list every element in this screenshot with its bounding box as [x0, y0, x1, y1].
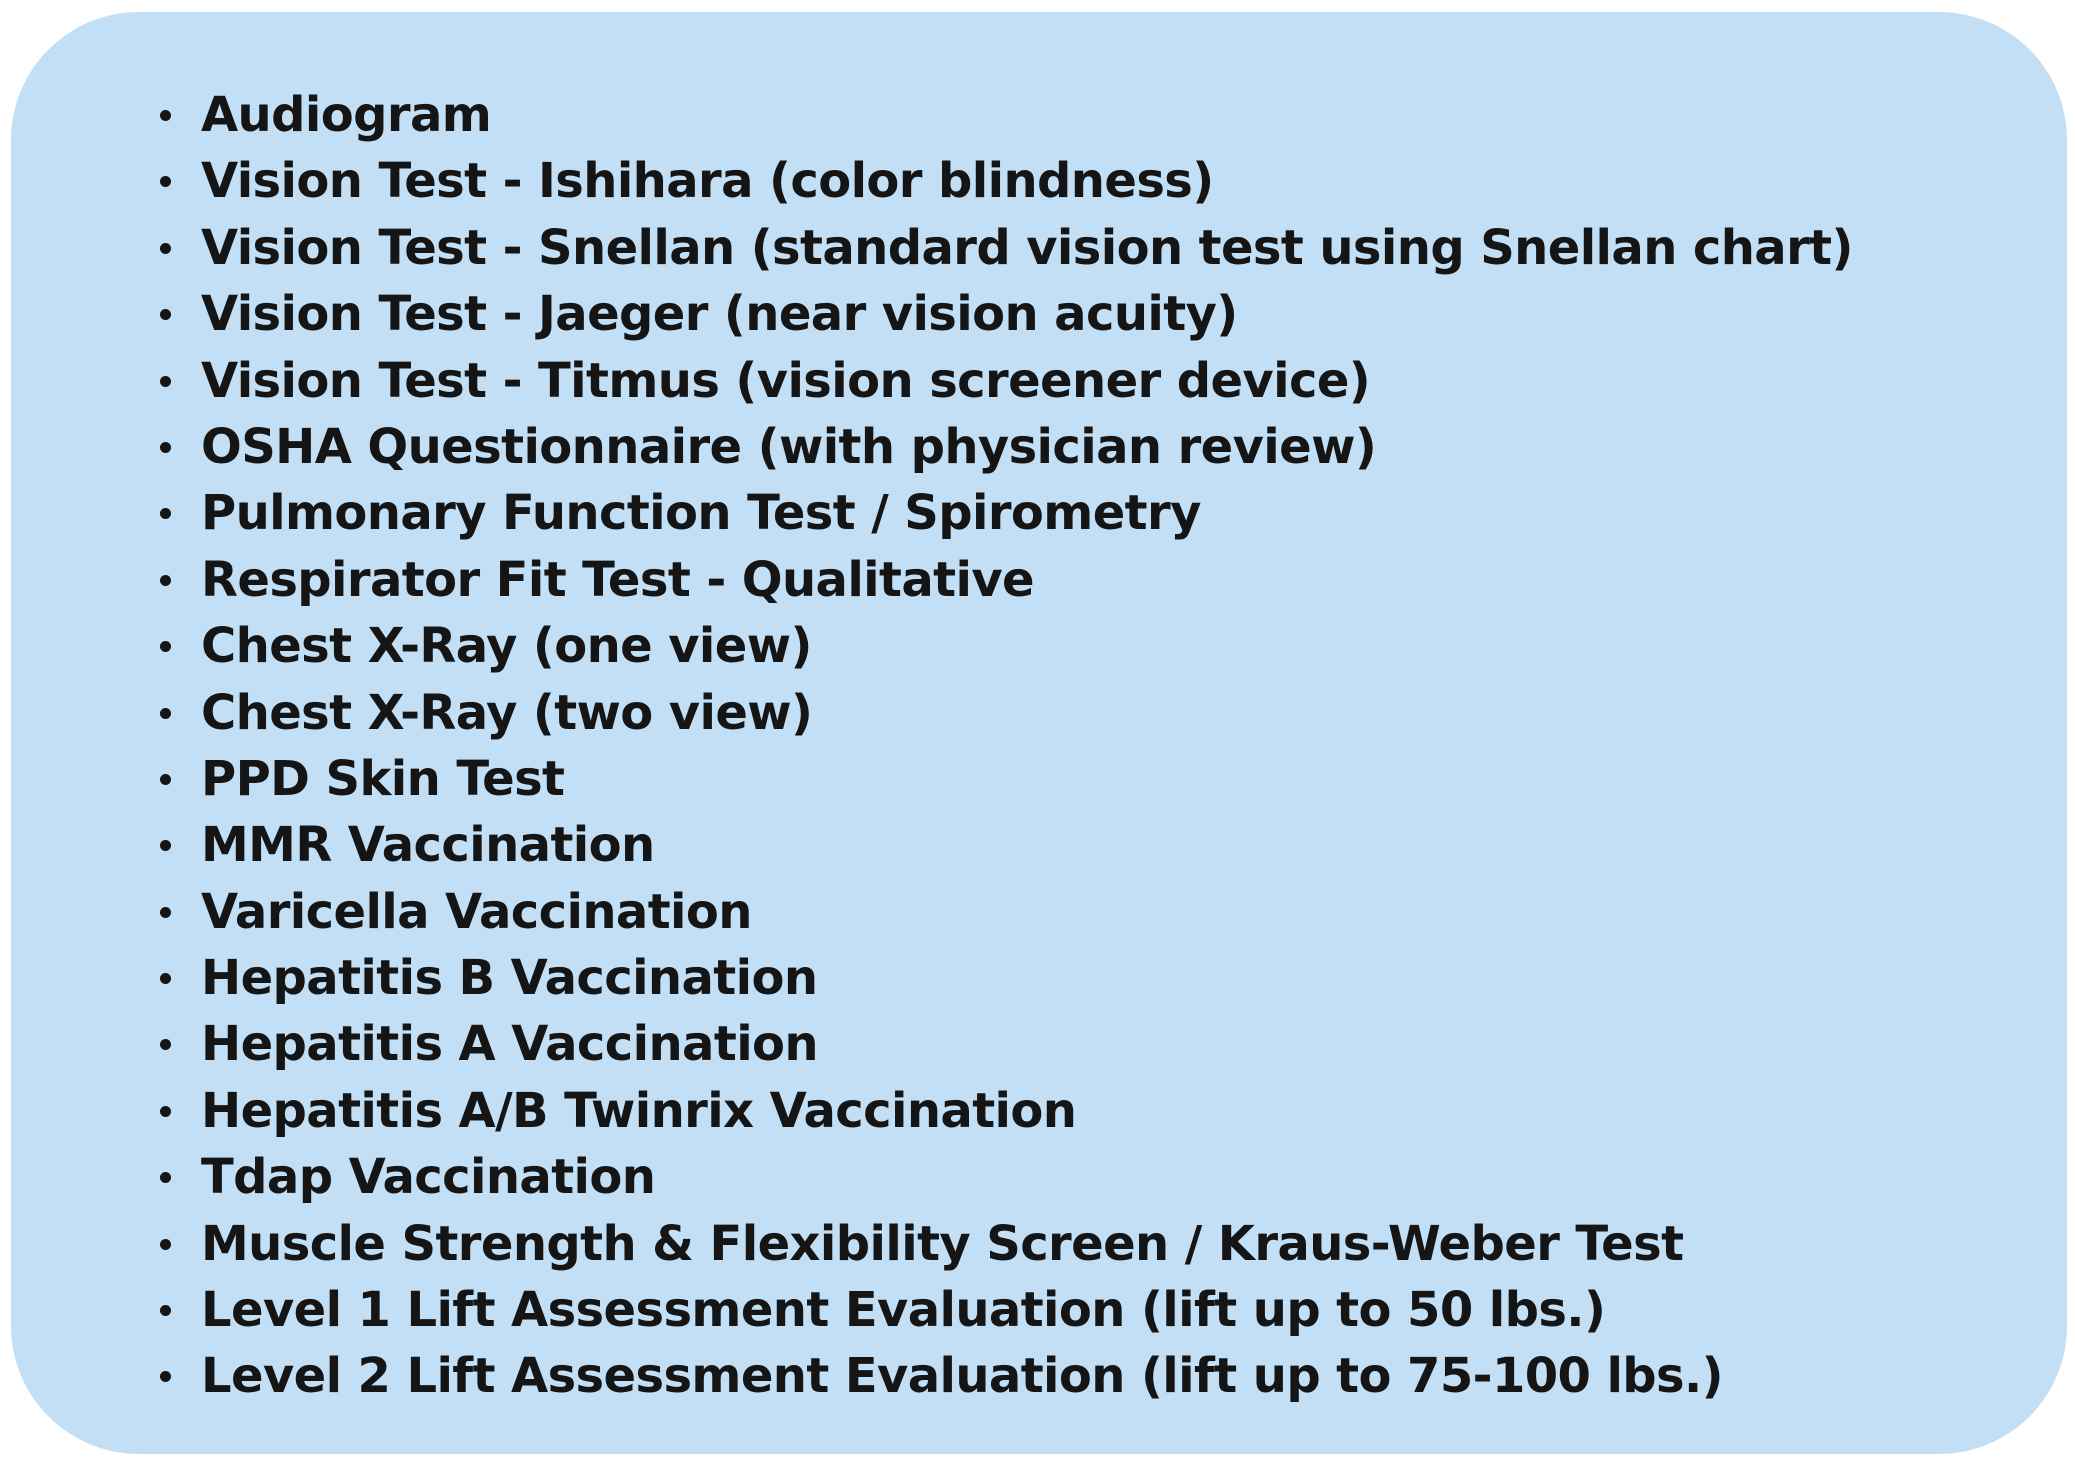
bullet-icon — [160, 1305, 171, 1316]
bullet-icon — [160, 575, 171, 586]
list-item — [155, 1078, 1853, 1144]
bullet-icon — [160, 309, 171, 320]
list-item-label: MMR Vaccination — [201, 817, 655, 874]
list-item-label: Hepatitis A Vaccination — [201, 1016, 818, 1073]
list-item — [155, 414, 1853, 480]
list-item-label: Vision Test - Jaeger (near vision acuity) — [201, 286, 1238, 343]
list-item — [155, 547, 1853, 613]
list-item-label: Varicella Vaccination — [201, 883, 752, 940]
list-item — [155, 480, 1853, 546]
bullet-icon — [160, 1172, 171, 1183]
list-item — [155, 1343, 1853, 1409]
list-item — [155, 1211, 1853, 1277]
list-item-label: Respirator Fit Test - Qualitative — [201, 551, 1034, 608]
list-item-label: Hepatitis B Vaccination — [201, 950, 818, 1007]
list-item — [155, 281, 1853, 347]
bullet-icon — [160, 1106, 171, 1117]
bullet-icon — [160, 907, 171, 918]
bullet-icon — [160, 641, 171, 652]
list-item-label: Vision Test - Snellan (standard vision test using Snellan chart) — [201, 219, 1853, 276]
bullet-icon — [160, 243, 171, 254]
list-item-label: OSHA Questionnaire (with physician review) — [201, 418, 1377, 475]
list-item-label: Hepatitis A/B Twinrix Vaccination — [201, 1082, 1077, 1139]
bullet-icon — [160, 176, 171, 187]
list-item — [155, 812, 1853, 878]
list-item — [155, 1277, 1853, 1343]
list-item — [155, 746, 1853, 812]
list-item-label: Vision Test - Titmus (vision screener device) — [201, 352, 1371, 409]
list-item — [155, 215, 1853, 281]
bullet-icon — [160, 376, 171, 387]
bullet-icon — [160, 508, 171, 519]
bullet-icon — [160, 1371, 171, 1382]
list-item — [155, 148, 1853, 214]
bullet-icon — [160, 1039, 171, 1050]
bullet-icon — [160, 973, 171, 984]
bullet-icon — [160, 1239, 171, 1250]
list-item-label: PPD Skin Test — [201, 750, 565, 807]
bullet-icon — [160, 774, 171, 785]
list-item — [155, 348, 1853, 414]
list-item-label: Pulmonary Function Test / Spirometry — [201, 485, 1201, 542]
list-item — [155, 82, 1853, 148]
list-item — [155, 945, 1853, 1011]
bullet-icon — [160, 442, 171, 453]
services-list — [155, 82, 1853, 1410]
list-item — [155, 680, 1853, 746]
list-item-label: Chest X-Ray (two view) — [201, 684, 813, 741]
bullet-icon — [160, 110, 171, 121]
list-item — [155, 613, 1853, 679]
list-item-label: Muscle Strength & Flexibility Screen / Kraus-Weber Test — [201, 1215, 1684, 1272]
list-item-label: Chest X-Ray (one view) — [201, 618, 812, 675]
list-item-label: Audiogram — [201, 87, 492, 143]
bullet-icon — [160, 708, 171, 719]
services-panel — [11, 12, 2067, 1454]
list-item-label: Level 2 Lift Assessment Evaluation (lift up to 75-100 lbs.) — [201, 1348, 1723, 1405]
list-item-label: Level 1 Lift Assessment Evaluation (lift up to 50 lbs.) — [201, 1282, 1606, 1339]
list-item — [155, 879, 1853, 945]
list-item-label: Tdap Vaccination — [201, 1149, 656, 1206]
bullet-icon — [160, 840, 171, 851]
list-item-label: Vision Test - Ishihara (color blindness) — [201, 153, 1214, 210]
list-item — [155, 1011, 1853, 1077]
list-item — [155, 1144, 1853, 1210]
